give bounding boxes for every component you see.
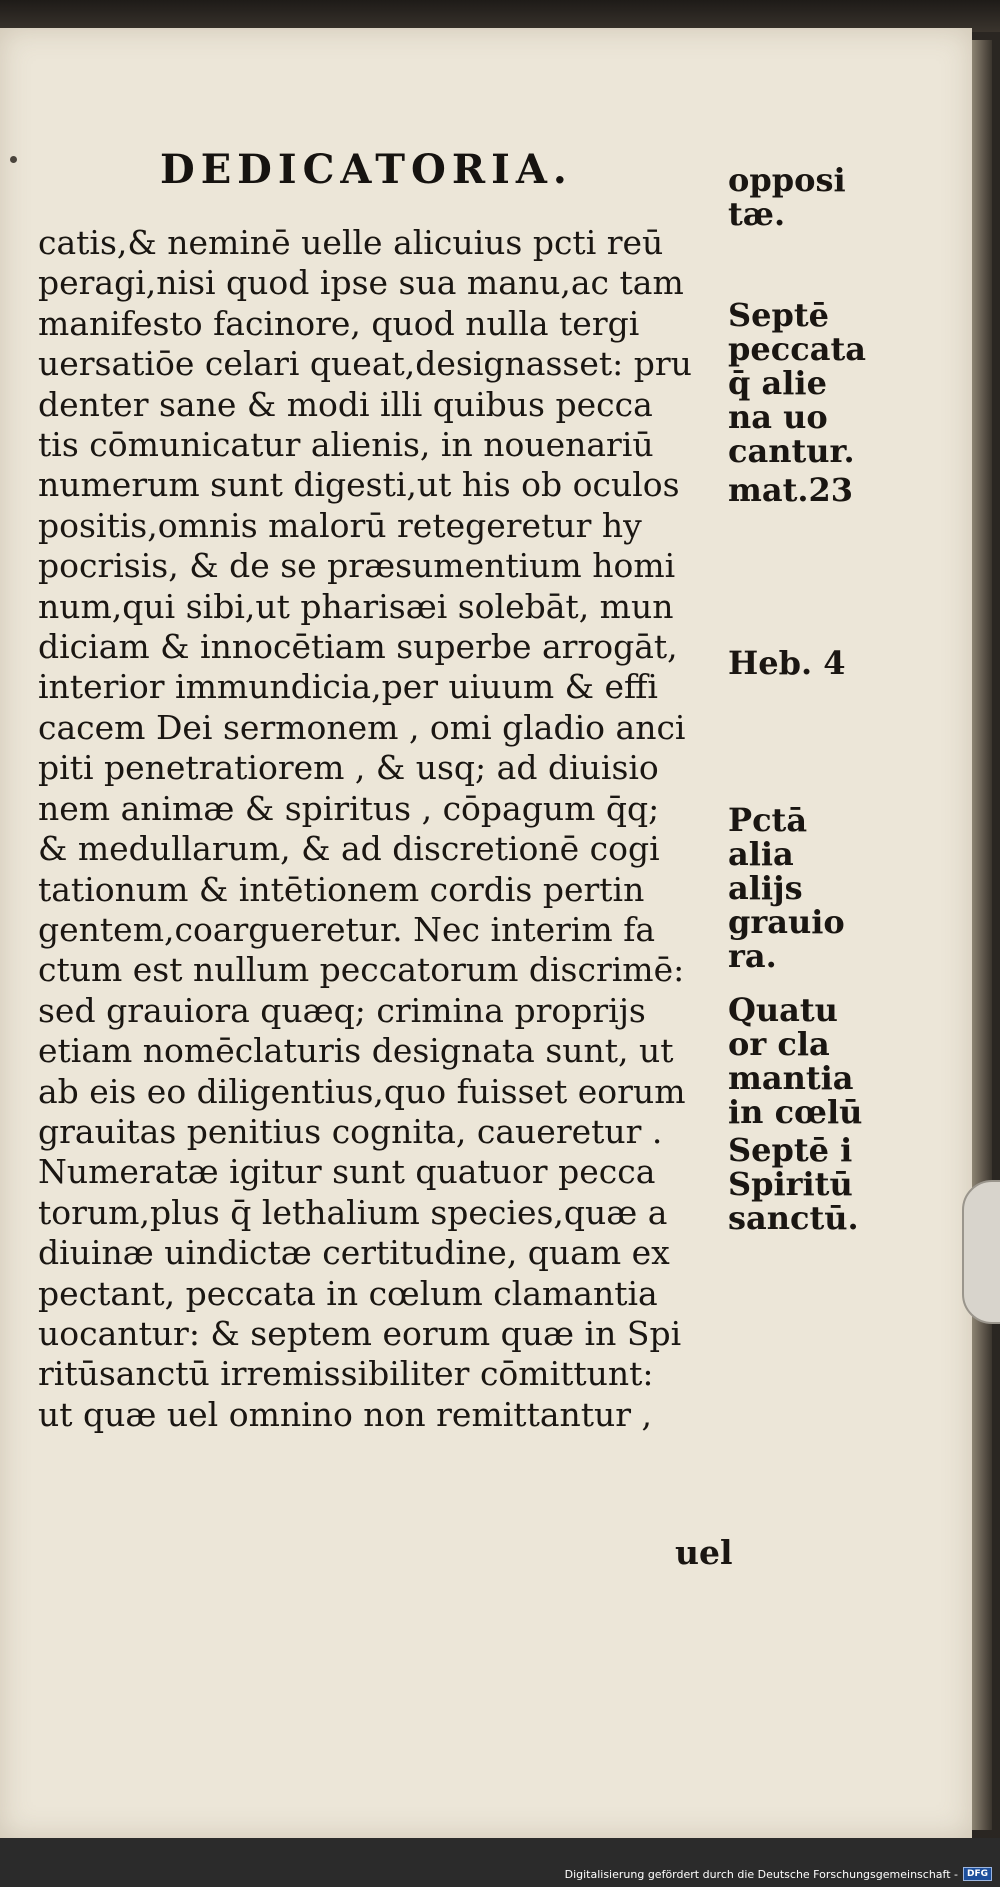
margin-note-line: Septē <box>728 296 829 334</box>
page-clip <box>962 1180 1000 1324</box>
text-line: gentem,coargueretur. Nec interim fa <box>38 909 656 949</box>
margin-note <box>728 473 853 507</box>
margin-note-line: opposi <box>728 161 846 199</box>
margin-note-line: cantur. <box>728 432 855 470</box>
margin-note-line: in cœlū <box>728 1093 863 1131</box>
margin-note <box>728 803 845 973</box>
text-line: piti penetratiorem , & usq; ad diuisio <box>38 748 659 788</box>
text-line: cacem Dei sermonem , omi gladio anci <box>38 707 686 747</box>
text-line: torum,plus q̄ lethalium species,quæ a <box>38 1192 668 1232</box>
text-line: uersatiōe celari queat,designasset: pru <box>38 344 692 384</box>
margin-note-line: Heb. 4 <box>728 644 846 682</box>
margin-notes <box>728 28 898 1628</box>
text-line: numerum sunt digesti,ut his ob oculos <box>38 465 680 505</box>
text-line: tis cōmunicatur alienis, in nouenariū <box>38 425 654 465</box>
body-text <box>38 223 738 1435</box>
text-line: ctum est nullum peccatorum discrimē: <box>38 950 685 990</box>
margin-note-line: Pctā <box>728 801 808 839</box>
text-line: catis,& neminē uelle alicuius pcti reū <box>38 223 664 262</box>
margin-note-line: or cla <box>728 1025 830 1063</box>
margin-dot <box>10 156 17 163</box>
text-line: Numeratæ igitur sunt quatuor pecca <box>38 1152 656 1192</box>
footer-credit-text: Digitalisierung gefördert durch die Deutsche Forschungsgemeinschaft - <box>564 1867 958 1881</box>
margin-note <box>728 993 862 1129</box>
margin-note <box>728 646 846 680</box>
margin-note-line: sanctū. <box>728 1199 859 1237</box>
text-line: & medullarum, & ad discretionē cogi <box>38 829 660 869</box>
margin-note-line: Quatu <box>728 991 838 1029</box>
margin-note-line: Septē i <box>728 1131 853 1169</box>
margin-note <box>728 298 866 468</box>
text-line: manifesto facinore, quod nulla tergi <box>38 303 640 343</box>
margin-note-line: ra. <box>728 937 777 975</box>
text-line: grauitas penitius cognita, caueretur . <box>38 1111 663 1151</box>
text-line: diciam & innocētiam superbe arrogāt, <box>38 627 678 667</box>
footer-credit <box>565 1867 992 1881</box>
text-line: nem animæ & spiritus , cōpagum q̄q; <box>38 788 660 828</box>
margin-note-line: mantia <box>728 1059 854 1097</box>
footer-bar <box>0 1838 1000 1887</box>
text-line: denter sane & modi illi quibus pecca <box>38 384 653 424</box>
margin-note-line: q̄ alie <box>728 364 827 402</box>
margin-note-line: na uo <box>728 398 828 436</box>
text-line: num,qui sibi,ut pharisæi solebāt, mun <box>38 586 674 626</box>
text-line: sed grauiora quæq; crimina proprijs <box>38 990 646 1030</box>
margin-note-line: grauio <box>728 903 845 941</box>
margin-note-line: alia <box>728 835 794 873</box>
catchword: uel <box>675 1533 733 1572</box>
text-line: ab eis eo diligentius,quo fuisset eorum <box>38 1071 686 1111</box>
running-head: DEDICATORIA. <box>160 146 573 193</box>
margin-note-line: alijs <box>728 869 803 907</box>
margin-note-line: tæ. <box>728 195 786 233</box>
dfg-logo: DFG <box>963 1867 992 1881</box>
margin-note <box>728 163 846 231</box>
text-line: pocrisis, & de se præsumentium homi <box>38 546 676 586</box>
book-page <box>0 28 972 1838</box>
text-line: pectant, peccata in cœlum clamantia <box>38 1273 658 1313</box>
text-line: uocantur: & septem eorum quæ in Spi <box>38 1313 682 1353</box>
margin-note-line: peccata <box>728 330 866 368</box>
text-line: ritūsanctū irremissibiliter cōmittunt: <box>38 1354 654 1394</box>
text-line: diuinæ uindictæ certitudine, quam ex <box>38 1233 670 1273</box>
text-line: tationum & intētionem cordis pertin <box>38 869 645 909</box>
text-line: positis,omnis malorū retegeretur hy <box>38 505 642 545</box>
text-line: ut quæ uel omnino non remittantur , <box>38 1394 653 1434</box>
margin-note-line: Spiritū <box>728 1165 853 1203</box>
margin-note-line: mat.23 <box>728 471 854 509</box>
text-line: etiam nomēclaturis designata sunt, ut <box>38 1031 674 1071</box>
text-line: interior immundicia,per uiuum & effi <box>38 667 658 707</box>
text-line: peragi,nisi quod ipse sua manu,ac tam <box>38 263 684 303</box>
margin-note <box>728 1133 859 1235</box>
